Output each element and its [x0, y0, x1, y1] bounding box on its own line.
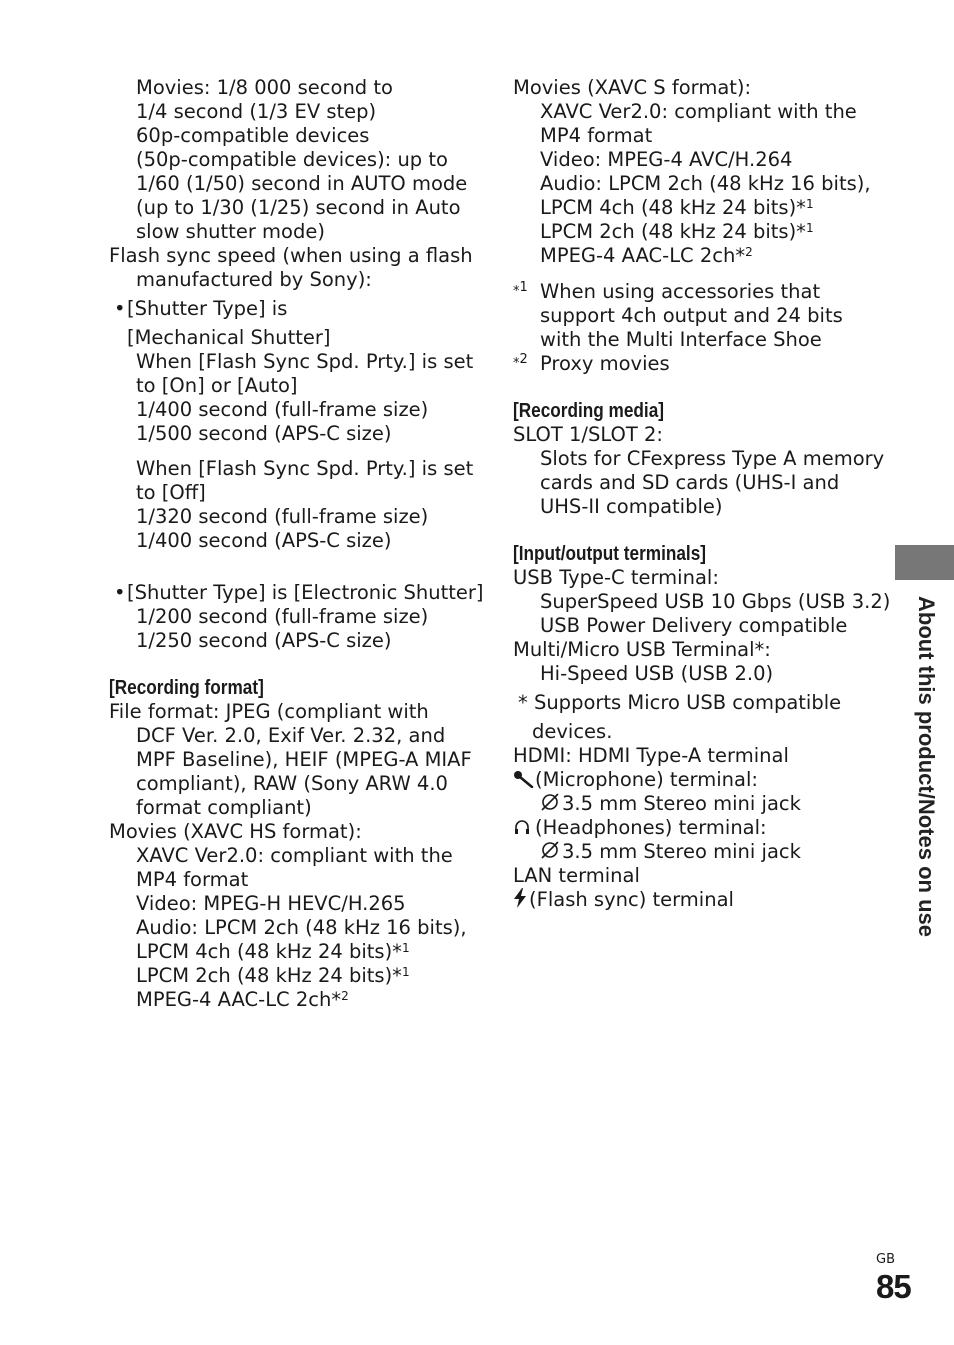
line-text: LPCM 2ch (48 kHz 24 bits)*	[540, 220, 806, 243]
text-line: compliant), RAW (Sony ARW 4.0	[136, 772, 448, 795]
side-tab-label: About this product/Notes on use	[914, 596, 939, 937]
page-number: 85	[876, 1268, 911, 1305]
text-line: USB Type-C terminal:	[513, 566, 719, 589]
headphones-icon	[513, 816, 535, 840]
text-line: Video: MPEG-H HEVC/H.265	[136, 892, 406, 915]
text-line: Movies: 1/8 000 second to	[136, 76, 393, 99]
text-line: * Supports Micro USB compatible	[518, 691, 842, 714]
region-code: GB	[876, 1252, 895, 1267]
text-line: support 4ch output and 24 bits	[540, 304, 843, 327]
text-line: 1/250 second (APS-C size)	[136, 629, 392, 652]
text-line: MP4 format	[540, 124, 653, 147]
text-line	[513, 220, 885, 244]
line-text: LPCM 2ch (48 kHz 24 bits)*	[136, 964, 402, 987]
text-line: Hi-Speed USB (USB 2.0)	[540, 662, 774, 685]
text-line: When [Flash Sync Spd. Prty.] is set	[136, 457, 474, 480]
text-line: Flash sync speed (when using a flash	[109, 244, 473, 267]
text-line: UHS-II compatible)	[540, 495, 723, 518]
text-line: XAVC Ver2.0: compliant with the	[136, 844, 453, 867]
text-line: 1/4 second (1/3 EV step)	[136, 100, 377, 123]
text-line: 1/400 second (APS-C size)	[136, 529, 392, 552]
line-text: (Headphones) terminal:	[535, 816, 767, 839]
text-line: to [On] or [Auto]	[136, 374, 298, 397]
diameter-icon	[540, 840, 562, 864]
text-line	[109, 964, 481, 988]
text-line: LAN terminal	[513, 864, 640, 887]
text-line: Video: MPEG-4 AVC/H.264	[540, 148, 793, 171]
flash-icon	[513, 888, 529, 912]
text-line: MPF Baseline), HEIF (MPEG-A MIAF	[136, 748, 472, 771]
line-text: 3.5 mm Stereo mini jack	[562, 792, 801, 815]
section-heading: [Recording media]	[513, 400, 664, 422]
text-line: Audio: LPCM 2ch (48 kHz 16 bits),	[136, 916, 467, 939]
footnote-mark: *$^1$	[513, 280, 528, 299]
bullet-text: [Shutter Type] is	[127, 297, 288, 320]
bullet-dot: •	[114, 581, 126, 604]
footnote-mark: *$^2$	[513, 352, 528, 371]
line-text: (Flash sync) terminal	[529, 888, 734, 911]
footnote-ref: 1	[401, 941, 410, 955]
text-line: DCF Ver. 2.0, Exif Ver. 2.32, and	[136, 724, 446, 747]
text-line: slow shutter mode)	[136, 220, 325, 243]
line-text: LPCM 4ch (48 kHz 24 bits)*	[540, 196, 806, 219]
bullet-item	[109, 297, 481, 321]
text-line: 1/320 second (full-frame size)	[136, 505, 429, 528]
text-line: 1/200 second (full-frame size)	[136, 605, 429, 628]
text-line: 1/60 (1/50) second in AUTO mode	[136, 172, 468, 195]
text-line: (50p-compatible devices): up to	[136, 148, 448, 171]
text-line: (up to 1/30 (1/25) second in Auto	[136, 196, 461, 219]
text-line: Movies (XAVC HS format):	[109, 820, 362, 843]
line-text: (Microphone) terminal:	[535, 768, 758, 791]
section-heading: [Input/output terminals]	[513, 543, 707, 565]
footnote-ref: 2	[745, 245, 753, 259]
footnote-2	[513, 352, 885, 376]
text-line: MP4 format	[136, 868, 249, 891]
footnote-ref: 2	[341, 989, 349, 1003]
text-line: format compliant)	[136, 796, 312, 819]
text-line	[513, 196, 885, 220]
text-line	[109, 988, 481, 1012]
line-text: MPEG-4 AAC-LC 2ch*	[540, 244, 746, 267]
footnote-text: Proxy movies	[540, 352, 670, 375]
bullet-dot: •	[114, 297, 126, 320]
text-line	[513, 792, 885, 816]
text-line: HDMI: HDMI Type-A terminal	[513, 744, 789, 767]
text-line: Multi/Micro USB Terminal*:	[513, 638, 771, 661]
bullet-text: [Shutter Type] is [Electronic Shutter]	[127, 581, 484, 604]
text-line: File format: JPEG (compliant with	[109, 700, 429, 723]
text-line: SuperSpeed USB 10 Gbps (USB 3.2)	[540, 590, 891, 613]
left-column	[109, 76, 484, 1012]
line-text: LPCM 4ch (48 kHz 24 bits)*	[136, 940, 402, 963]
text-line	[513, 840, 885, 864]
footnote-ref: 1	[805, 197, 814, 211]
microphone-icon	[513, 768, 535, 792]
text-line: [Mechanical Shutter]	[127, 326, 331, 349]
section-heading: [Recording format]	[109, 677, 264, 699]
diameter-icon	[540, 792, 562, 816]
headphones-line	[513, 816, 885, 840]
flash-line	[513, 888, 885, 912]
text-line: 1/400 second (full-frame size)	[136, 398, 429, 421]
text-line: Audio: LPCM 2ch (48 kHz 16 bits),	[540, 172, 871, 195]
bullet-item	[109, 581, 484, 605]
text-line: Movies (XAVC S format):	[513, 76, 752, 99]
text-line	[109, 940, 481, 964]
text-line: USB Power Delivery compatible	[540, 614, 848, 637]
footnote-ref: 1	[805, 221, 814, 235]
footnote-1	[513, 280, 885, 304]
text-line: cards and SD cards (UHS-I and	[540, 471, 840, 494]
side-tab-marker	[895, 545, 954, 580]
footnote-ref: 1	[401, 965, 410, 979]
line-text: MPEG-4 AAC-LC 2ch*	[136, 988, 342, 1011]
text-line: 60p-compatible devices	[136, 124, 370, 147]
text-line: XAVC Ver2.0: compliant with the	[540, 100, 857, 123]
text-line: When [Flash Sync Spd. Prty.] is set	[136, 350, 474, 373]
text-line: 1/500 second (APS-C size)	[136, 422, 392, 445]
footnote-text: When using accessories that	[540, 280, 821, 303]
text-line: to [Off]	[136, 481, 206, 504]
mic-line	[513, 768, 885, 792]
text-line: Slots for CFexpress Type A memory	[540, 447, 885, 470]
text-line: devices.	[532, 720, 613, 743]
text-line	[513, 244, 885, 268]
text-line: with the Multi Interface Shoe	[540, 328, 822, 351]
text-line: SLOT 1/SLOT 2:	[513, 423, 663, 446]
text-line: manufactured by Sony):	[136, 268, 372, 291]
right-column	[513, 76, 891, 912]
line-text: 3.5 mm Stereo mini jack	[562, 840, 801, 863]
